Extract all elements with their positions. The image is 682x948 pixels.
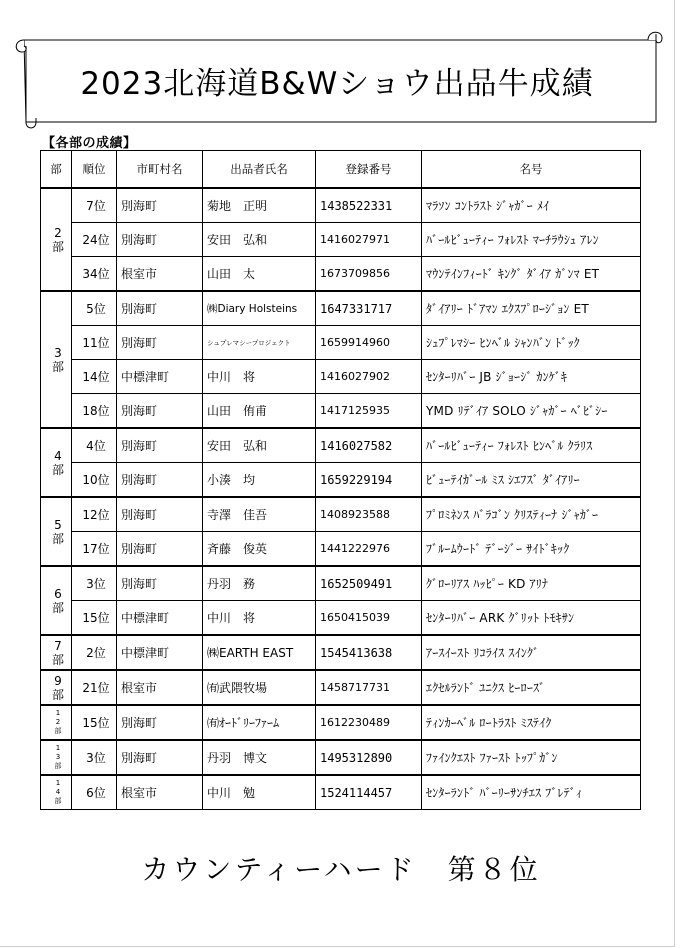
division-cell: 1 4 部: [41, 775, 72, 810]
table-row: [41, 566, 641, 601]
rank-cell: 2位: [72, 635, 117, 670]
city-cell: 根室市: [117, 257, 203, 292]
rank-cell: 14位: [72, 360, 117, 394]
exhibitor-cell: ㈱Diary Holsteins: [203, 291, 316, 326]
rank-cell: 10位: [72, 463, 117, 498]
reg-no-cell: 1458717731: [316, 670, 422, 705]
city-cell: 別海町: [117, 188, 203, 223]
reg-no-cell: 1495312890: [316, 740, 422, 775]
division-cell: 9 部: [41, 670, 72, 705]
county-herd-result: カウンティーハード 第８位: [141, 853, 541, 886]
exhibitor-cell: 山田 侑甫: [203, 394, 316, 429]
exhibitor-cell: ㈲武隈牧場: [203, 670, 316, 705]
rank-cell: 24位: [72, 223, 117, 257]
exhibitor-cell: 山田 太: [203, 257, 316, 292]
table-row: [41, 428, 641, 463]
city-cell: 根室市: [117, 775, 203, 810]
exhibitor-cell: 中川 勉: [203, 775, 316, 810]
cow-name-cell: ﾌﾞﾙｰﾑｳｰﾄﾞ ﾃﾞｰｼﾞｰ ｻｲﾄﾞｷｯｸ: [422, 532, 641, 567]
rank-cell: 15位: [72, 601, 117, 636]
table-row: [41, 223, 641, 257]
division-cell: 7 部: [41, 635, 72, 670]
rank-cell: 21位: [72, 670, 117, 705]
rank-cell: 7位: [72, 188, 117, 223]
division-cell: 1 2 部: [41, 705, 72, 740]
reg-no-cell: 1524114457: [316, 775, 422, 810]
table-row: [41, 326, 641, 360]
city-cell: 別海町: [117, 497, 203, 532]
table-row: [41, 775, 641, 810]
reg-no-cell: 1673709856: [316, 257, 422, 292]
exhibitor-cell: 安田 弘和: [203, 428, 316, 463]
city-cell: 別海町: [117, 326, 203, 360]
rank-cell: 6位: [72, 775, 117, 810]
exhibitor-cell: 中川 将: [203, 360, 316, 394]
city-cell: 中標津町: [117, 635, 203, 670]
division-cell: 3 部: [41, 291, 72, 428]
exhibitor-cell: 菊地 正明: [203, 188, 316, 223]
table-row: [41, 740, 641, 775]
exhibitor-cell: ㈲ｵｰﾄﾞﾘｰﾌｧｰﾑ: [203, 705, 316, 740]
section-label: 【各部の成績】: [42, 136, 137, 151]
cow-name-cell: ﾌｧｲﾝｸｴｽﾄ ﾌｧｰｽﾄ ﾄｯﾌﾟｶﾞﾝ: [422, 740, 641, 775]
reg-no-cell: 1438522331: [316, 188, 422, 223]
reg-no-cell: 1650415039: [316, 601, 422, 636]
reg-no-cell: 1659229194: [316, 463, 422, 498]
exhibitor-cell: 寺澤 佳吾: [203, 497, 316, 532]
city-cell: 別海町: [117, 566, 203, 601]
exhibitor-cell: 中川 将: [203, 601, 316, 636]
rank-cell: 12位: [72, 497, 117, 532]
city-cell: 別海町: [117, 463, 203, 498]
reg-no-cell: 1652509491: [316, 566, 422, 601]
header-city: 市町村名: [117, 151, 203, 189]
table-row: [41, 360, 641, 394]
division-cell: 4 部: [41, 428, 72, 497]
exhibitor-cell: 斉藤 俊英: [203, 532, 316, 567]
cow-name-cell: ﾌﾟﾛﾐﾈﾝｽ ﾊﾞﾗｺﾞﾝ ｸﾘｽﾃｨｰﾅ ｼﾞｬｶﾞｰ: [422, 497, 641, 532]
city-cell: 根室市: [117, 670, 203, 705]
exhibitor-cell: 丹羽 博文: [203, 740, 316, 775]
reg-no-cell: 1417125935: [316, 394, 422, 429]
rank-cell: 5位: [72, 291, 117, 326]
division-cell: 5 部: [41, 497, 72, 566]
exhibitor-cell: 丹羽 務: [203, 566, 316, 601]
page-title: 2023北海道B&Wショウ出品牛成績: [80, 66, 594, 102]
cow-name-cell: ｱｰｽｲｰｽﾄ ﾘｺﾗｲｽ ｽｲﾝｸﾞ: [422, 635, 641, 670]
cow-name-cell: ﾃｨﾝｶｰﾍﾞﾙ ﾛｰﾄﾗｽﾄ ﾐｽﾃｲｸ: [422, 705, 641, 740]
reg-no-cell: 1408923588: [316, 497, 422, 532]
cow-name-cell: ｾﾝﾀｰﾗﾝﾄﾞ ﾊﾞｰﾘｰｻﾝﾁｴｽ ﾌﾞﾚﾃﾞｨ: [422, 775, 641, 810]
table-row: [41, 463, 641, 498]
header-division: 部: [41, 151, 72, 189]
table-row: [41, 497, 641, 532]
table-row: [41, 394, 641, 429]
cow-name-cell: ｼｭﾌﾟﾚﾏｼｰ ﾋﾝﾍﾞﾙ ｼｬﾝﾊﾞﾝ ﾄﾞｯｸ: [422, 326, 641, 360]
results-table: [40, 150, 641, 810]
city-cell: 中標津町: [117, 601, 203, 636]
division-cell: 1 3 部: [41, 740, 72, 775]
cow-name-cell: YMD ﾘﾃﾞｲｱ SOLO ｼﾞｬｶﾞｰ ﾍﾞﾋﾞｼｰ: [422, 394, 641, 429]
reg-no-cell: 1659914960: [316, 326, 422, 360]
city-cell: 別海町: [117, 705, 203, 740]
header-rank: 順位: [72, 151, 117, 189]
cow-name-cell: ﾀﾞｲｱﾘｰ ﾄﾞｱﾏﾝ ｴｸｽﾌﾟﾛｰｼﾞｮﾝ ET: [422, 291, 641, 326]
cow-name-cell: ﾏｳﾝﾃｲﾝﾌｨｰﾄﾞ ｷﾝｸﾞ ﾀﾞｲｱ ｶﾞﾝﾏ ET: [422, 257, 641, 292]
table-row: [41, 601, 641, 636]
reg-no-cell: 1416027582: [316, 428, 422, 463]
reg-no-cell: 1441222976: [316, 532, 422, 567]
city-cell: 別海町: [117, 223, 203, 257]
cow-name-cell: ﾊﾞｰﾙﾋﾞｭｰﾃｨｰ ﾌｫﾚｽﾄ ﾋﾝﾍﾞﾙ ｸﾗﾘｽ: [422, 428, 641, 463]
table-row: [41, 705, 641, 740]
cow-name-cell: ﾋﾞｭｰﾃｲｶﾞｰﾙ ﾐｽ ｼｴﾌｽﾞ ﾀﾞｲｱﾘｰ: [422, 463, 641, 498]
rank-cell: 11位: [72, 326, 117, 360]
rank-cell: 34位: [72, 257, 117, 292]
rank-cell: 15位: [72, 705, 117, 740]
cow-name-cell: ｸﾞﾛｰﾘｱｽ ﾊｯﾋﾟｰ KD ｱﾘﾅ: [422, 566, 641, 601]
division-cell: 6 部: [41, 566, 72, 635]
cow-name-cell: ｾﾝﾀｰﾘﾊﾞｰ ARK ｸﾞﾘｯﾄ ﾄﾓｷｻﾝ: [422, 601, 641, 636]
table-row: [41, 188, 641, 223]
rank-cell: 4位: [72, 428, 117, 463]
reg-no-cell: 1647331717: [316, 291, 422, 326]
cow-name-cell: ﾏﾗｿﾝ ｺﾝﾄﾗｽﾄ ｼﾞｬｶﾞｰ ﾒｲ: [422, 188, 641, 223]
cow-name-cell: ﾊﾞｰﾙﾋﾞｭｰﾃｨｰ ﾌｫﾚｽﾄ ﾏｰﾁﾗｳｼｭ ｱﾚﾝ: [422, 223, 641, 257]
cow-name-cell: ｾﾝﾀｰﾘﾊﾞｰ JB ｼﾞｮｰｼﾞ ｶﾝｹﾞｷ: [422, 360, 641, 394]
table-row: [41, 670, 641, 705]
header-cow-name: 名号: [422, 151, 641, 189]
city-cell: 中標津町: [117, 360, 203, 394]
exhibitor-cell: 小湊 均: [203, 463, 316, 498]
reg-no-cell: 1416027971: [316, 223, 422, 257]
city-cell: 別海町: [117, 394, 203, 429]
exhibitor-cell: 安田 弘和: [203, 223, 316, 257]
table-row: [41, 635, 641, 670]
reg-no-cell: 1416027902: [316, 360, 422, 394]
city-cell: 別海町: [117, 532, 203, 567]
table-header-row: [41, 151, 641, 189]
city-cell: 別海町: [117, 291, 203, 326]
reg-no-cell: 1612230489: [316, 705, 422, 740]
exhibitor-cell: ㈱EARTH EAST: [203, 635, 316, 670]
header-reg-no: 登録番号: [316, 151, 422, 189]
city-cell: 別海町: [117, 740, 203, 775]
cow-name-cell: ｴｸｾﾙﾗﾝﾄﾞ ﾕﾆｸｽ ﾋｰﾛｰｽﾞ: [422, 670, 641, 705]
rank-cell: 17位: [72, 532, 117, 567]
table-row: [41, 291, 641, 326]
exhibitor-cell: シュプレマシープロジェクト: [203, 326, 316, 360]
rank-cell: 3位: [72, 740, 117, 775]
reg-no-cell: 1545413638: [316, 635, 422, 670]
rank-cell: 18位: [72, 394, 117, 429]
city-cell: 別海町: [117, 428, 203, 463]
table-row: [41, 257, 641, 292]
table-row: [41, 532, 641, 567]
division-cell: 2 部: [41, 188, 72, 291]
header-exhibitor: 出品者氏名: [203, 151, 316, 189]
rank-cell: 3位: [72, 566, 117, 601]
